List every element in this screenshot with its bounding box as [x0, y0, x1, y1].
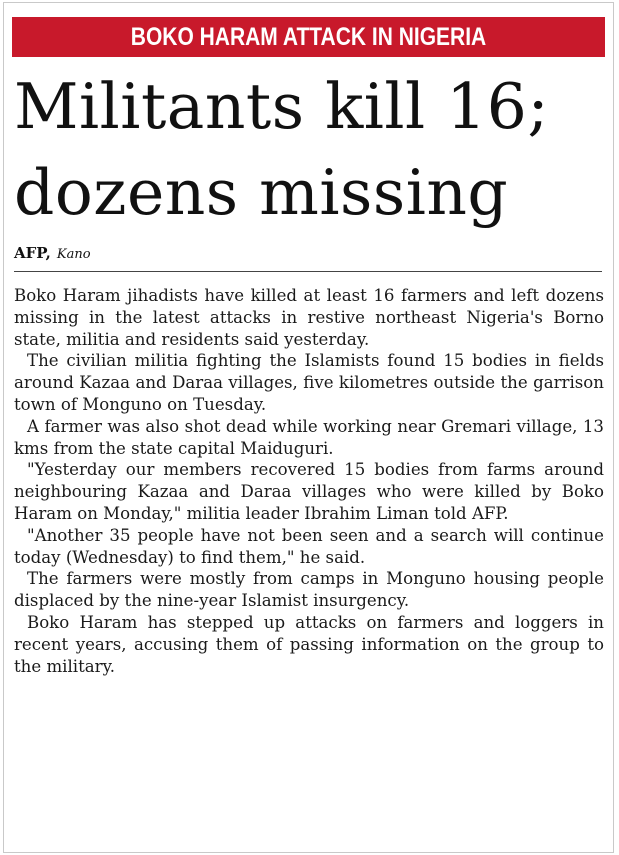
article-paragraph: The farmers were mostly from camps in Monguno housing people displaced by the nine-year Islamist insurgency.	[14, 569, 604, 611]
section-kicker-banner	[12, 17, 605, 57]
headline	[14, 64, 604, 236]
headline-line-2: dozens missing	[14, 156, 509, 229]
byline-divider	[14, 271, 602, 272]
article-paragraph: "Another 35 people have not been seen and a search will continue today (Wednesday) to find them," he said.	[14, 525, 604, 567]
article-paragraph: A farmer was also shot dead while working near Gremari village, 13 kms from the state capital Maiduguri.	[14, 416, 604, 458]
article-paragraph: "Yesterday our members recovered 15 bodies from farms around neighbouring Kazaa and Daraa villages who were killed by Boko Haram on Monday," militia leader Ibrahim Liman told AFP.	[14, 460, 604, 523]
article-paragraph: Boko Haram has stepped up attacks on farmers and loggers in recent years, accusing them of passing information on the group to the military.	[14, 612, 604, 676]
section-kicker: BOKO HARAM ATTACK IN NIGERIA	[130, 23, 487, 51]
byline-dateline: Kano	[56, 247, 91, 262]
headline-line-1: Militants kill 16;	[14, 70, 550, 143]
article-body	[14, 285, 604, 677]
byline	[14, 244, 91, 262]
article-paragraph: The civilian militia fighting the Islamists found 15 bodies in fields around Kazaa and Daraa villages, five kilometres outside the garrison town of Monguno on Tuesday.	[14, 351, 604, 414]
byline-agency: AFP,	[14, 244, 51, 262]
article-paragraph: Boko Haram jihadists have killed at least 16 farmers and left dozens missing in the latest attacks in restive northeast Nigeria's Borno state, militia and residents said yesterday.	[14, 286, 604, 349]
